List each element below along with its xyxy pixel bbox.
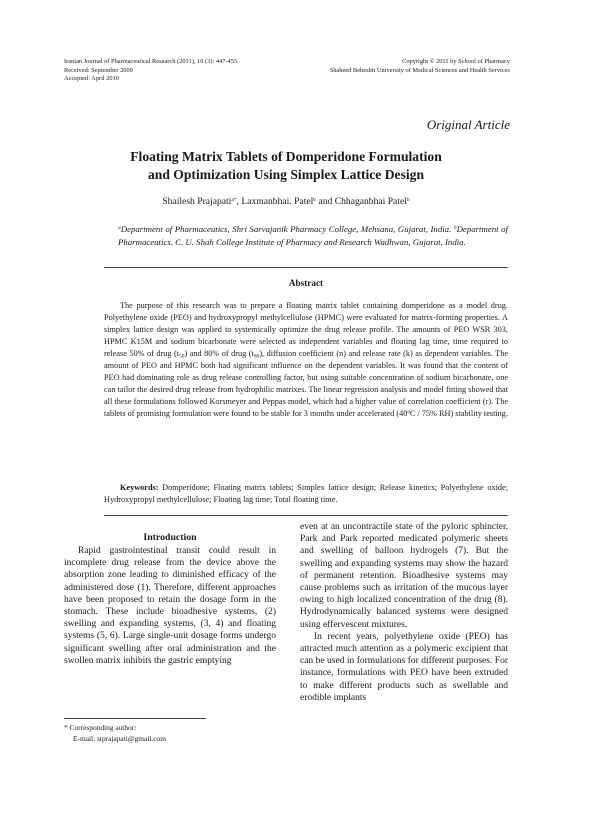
university-name: Shaheed Beheshti University of Medical Sciences and Health Services bbox=[329, 66, 510, 74]
author-list bbox=[64, 196, 508, 207]
t50-subscript: 50 bbox=[179, 353, 185, 360]
t80-subscript: 80 bbox=[253, 353, 260, 360]
footnote-rule bbox=[64, 718, 206, 719]
abstract-text-1: The purpose of this research was to prepare a floating matrix tablet containing domperidone as a model drug. Polyethylene oxide (PEO) and hydroxypropyl methylcellulose (HPMC) were evaluated for matrix-forming properties. A simplex lattice design was applied to systemically optimize the drug release profile. The amounts of PEO WSR 303, HPMC K15M and sodium bicarbonate were selected as independent variables and floating lag time, time required to release 50% of drug (t bbox=[104, 301, 508, 359]
affiliation-a-marker: a bbox=[118, 225, 121, 231]
author-3-affiliation: b bbox=[406, 197, 410, 203]
abstract-bottom-rule bbox=[104, 515, 508, 516]
title-line-1: Floating Matrix Tablets of Domperidone Formulation bbox=[130, 149, 442, 164]
abstract-heading: Abstract bbox=[288, 278, 324, 288]
affiliations bbox=[118, 223, 508, 248]
author-2-affiliation: b bbox=[313, 197, 317, 203]
abstract-top-rule bbox=[104, 267, 508, 268]
author-1: Shailesh Prajapati bbox=[162, 196, 232, 207]
keywords-label: Keywords: bbox=[120, 483, 159, 492]
article-type: Original Article bbox=[426, 117, 510, 132]
intro-paragraph-1-continued: even at an uncontractile state of the pyloric sphincter. Park and Park reported medicated polymeric sheets and swelling of balloon hydrogels (7). But the swelling and expanding systems may show the hazard of permanent retention. Bioadhesive systems may cause problems such as irritation of the mucous layer owing to high localized concentration of the drug (8). Hydrodynamically balanced systems were designed using effervescent mixtures. bbox=[300, 522, 508, 630]
copyright-notice: Copyright © 2011 by School of Pharmacy bbox=[402, 58, 510, 65]
journal-citation: Iranian Journal of Pharmaceutical Research (2011), 10 (3): 447-455 bbox=[64, 58, 238, 65]
abstract-text-2: ) and 80% of drug (t bbox=[184, 349, 254, 359]
abstract-text-3: ), diffusion coefficient (n) and release rate (k) as dependent variables. The amount of PEO and HPMC both had significant influence on the dependent variables. It was found that the content of PEO had dominating role as drug release controlling factor, but using suitable concentration of sodium bicarbonate, one can tailor the desired drug release from hydrophilic matrixes. The linear regression analysis and model fitting showed that all these formulations followed Korsmeyer and Peppas model, which had a higher value of correlation coefficient (r). The tablets of promising formulation were found to be stable for 3 months under accelerated (40ºC / 75% RH) stability testing. bbox=[104, 349, 508, 419]
corresponding-email: E-mail: stprajapati@gmail.com bbox=[73, 734, 167, 743]
author-2: , Laxmanbhai. Patel bbox=[236, 196, 314, 207]
intro-paragraph-2: In recent years, polyethylene oxide (PEO) has attracted much attention as a polymeric excipient that can be used in formulations for different purposes. For instance, formulations with PEO have been extruded to make different products such as swellable and erodible implants bbox=[300, 631, 508, 703]
running-header-right bbox=[250, 58, 510, 75]
accepted-date: Accepted: April 2010 bbox=[64, 75, 120, 83]
corresponding-author-label: * Corresponding author: bbox=[64, 723, 137, 732]
title-line-2: and Optimization Using Simplex Lattice Design bbox=[147, 167, 425, 182]
affiliation-b-marker: b bbox=[453, 225, 457, 231]
affiliation-b: Department of Pharmaceutics, C. U. Shah College Institute of Pharmacy and Research Wadhwan, Gujarat, India. bbox=[118, 224, 508, 247]
introduction-heading: Introduction bbox=[143, 532, 197, 543]
right-column bbox=[300, 521, 508, 704]
corresponding-author bbox=[64, 722, 166, 744]
author-1-affiliation: a* bbox=[231, 197, 237, 203]
author-3: and Chhaganbhai Patel bbox=[316, 196, 407, 207]
left-column bbox=[64, 545, 276, 667]
received-date: Received: September 2009 bbox=[64, 66, 133, 74]
intro-paragraph-1: Rapid gastrointestinal transit could result in incomplete drug release from the device above the absorption zone leading to diminished efficacy of the administered dose (1). Therefore, different approaches have been proposed to retain the dosage form in the stomach. These include bioadhesive systems, (2) swelling and expanding systems, (3, 4) and floating systems (5, 6). Large single-unit dosage forms undergo significant swelling after oral administration and the swollen matrix inhibits the gastric emptying bbox=[64, 546, 276, 666]
keywords-text: Domperidone; Floating matrix tablets; Simplex lattice design; Release kinetics; Polyethylene oxide; Hydroxypropyl methylcellulose; Floating lag time; Total floating time. bbox=[104, 483, 508, 505]
abstract-body bbox=[104, 300, 508, 420]
keywords bbox=[104, 482, 508, 506]
paper-title bbox=[64, 148, 508, 184]
affiliation-a: Department of Pharmaceutics, Shri Sarvajanik Pharmacy College, Mehsana, Gujarat, India. bbox=[120, 224, 454, 234]
